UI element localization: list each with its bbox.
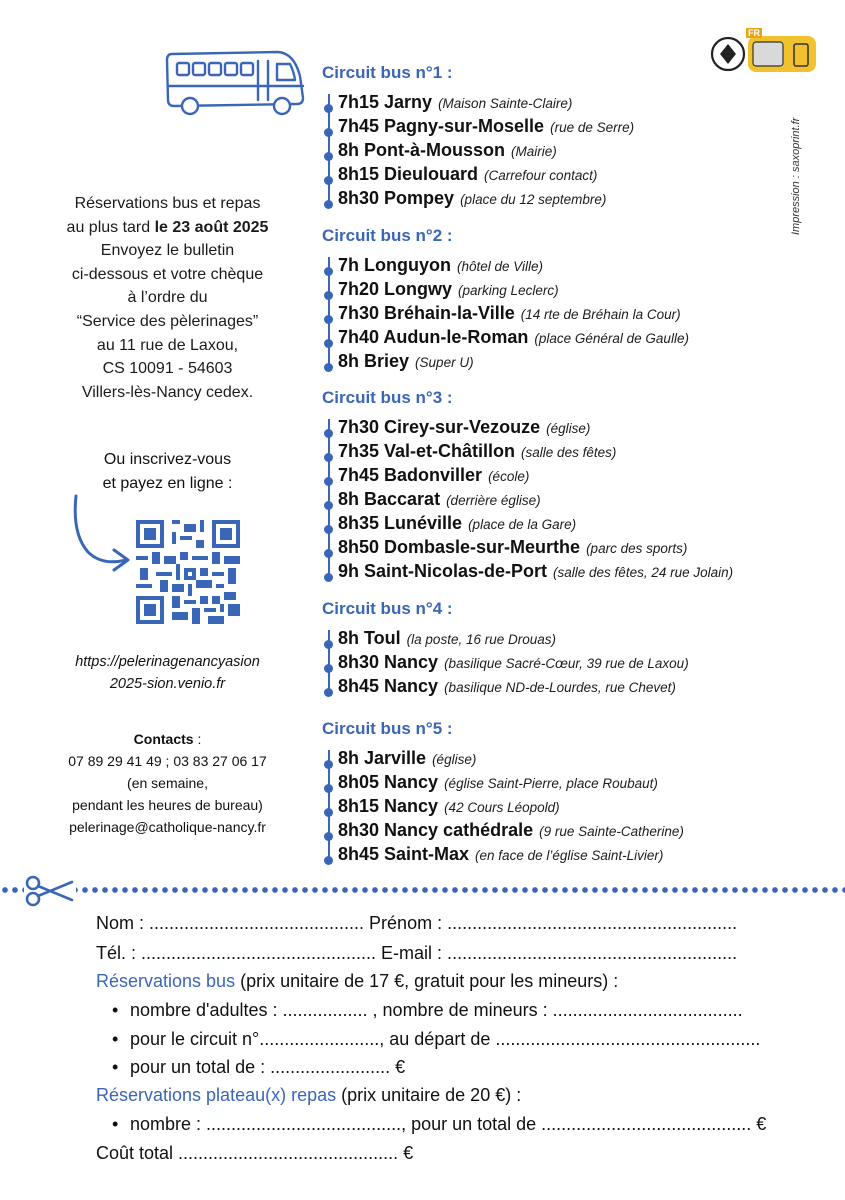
stop-detail: (place du 12 septembre)	[460, 192, 607, 207]
stop-dot	[324, 429, 333, 438]
stop-dot	[324, 267, 333, 276]
stop-detail: (Carrefour contact)	[484, 168, 598, 183]
contacts	[40, 728, 295, 838]
stop-time-place: 7h45 Pagny-sur-Moselle	[338, 116, 545, 136]
stop-item	[338, 489, 541, 510]
stop-detail: (la poste, 16 rue Drouas)	[406, 632, 556, 647]
stop-time-place: 7h35 Val-et-Châtillon	[338, 441, 516, 461]
stop-time-place: 7h Longuyon	[338, 255, 451, 275]
total-cost-field[interactable]: Coût total ............................................ €	[96, 1143, 414, 1163]
stop-dot	[324, 688, 333, 697]
stop-dot	[324, 549, 333, 558]
stop-dot	[324, 525, 333, 534]
stop-time-place: 7h45 Badonviller	[338, 465, 483, 485]
stop-time-place: 8h Briey	[338, 351, 410, 371]
stop-item	[338, 676, 676, 697]
logo-badge: FR	[748, 28, 760, 38]
reservation-line: Réservations bus et repas	[74, 195, 261, 212]
bus-price-note: (prix unitaire de 17 €, gratuit pour les mineurs) :	[235, 971, 619, 991]
stop-item	[338, 772, 658, 793]
stop-detail: (basilique Sacré-Cœur, 39 rue de Laxou)	[444, 656, 689, 671]
stop-time-place: 8h45 Nancy	[338, 676, 439, 696]
stop-time-place: 8h05 Nancy	[338, 772, 439, 792]
stop-dot	[324, 128, 333, 137]
stop-time-place: 7h30 Bréhain-la-Ville	[338, 303, 515, 323]
stop-item	[338, 628, 556, 649]
address-line: au 11 rue de Laxou,	[96, 336, 239, 354]
stop-item	[338, 820, 684, 841]
stop-detail: (école)	[488, 469, 530, 484]
stop-time-place: 7h40 Audun-le-Roman	[338, 327, 529, 347]
stop-item	[338, 465, 529, 486]
stop-dot	[324, 573, 333, 582]
circuit-departure-field[interactable]: pour le circuit n°........................, au départ de .....................................................	[130, 1029, 761, 1049]
stop-time-place: 8h30 Nancy cathédrale	[338, 820, 534, 840]
stop-item	[338, 351, 474, 372]
stop-detail: (place Général de Gaulle)	[534, 331, 689, 346]
stop-time-place: 8h Baccarat	[338, 489, 441, 509]
bus-reservation-title: Réservations bus	[96, 971, 236, 991]
stop-time-place: 7h20 Longwy	[338, 279, 453, 299]
bullet: •	[112, 1057, 119, 1077]
contacts-label: Contacts	[133, 731, 194, 747]
stop-time-place: 8h35 Lunéville	[338, 513, 463, 533]
stop-time-place: 8h Toul	[338, 628, 401, 648]
stop-detail: (rue de Serre)	[550, 120, 635, 135]
meal-reservation-heading	[96, 1085, 521, 1106]
stop-dot	[324, 760, 333, 769]
contact-hours: (en semaine,	[127, 775, 208, 791]
stop-dot	[324, 501, 333, 510]
url-line[interactable]: 2025-sion.venio.fr	[109, 675, 226, 692]
meal-count-field[interactable]: nombre : ......................................., pour un total de .......................................... €	[130, 1114, 767, 1134]
stop-item	[338, 441, 616, 462]
scissors-icon	[24, 874, 76, 908]
meal-price-note: (prix unitaire de 20 €) :	[336, 1085, 522, 1105]
stop-detail: (9 rue Sainte-Catherine)	[539, 824, 684, 839]
stop-detail: (Maison Sainte-Claire)	[438, 96, 573, 111]
online-line: Ou inscrivez-vous	[103, 451, 232, 468]
stop-time-place: 8h Pont-à-Mousson	[338, 140, 505, 160]
stop-detail: (42 Cours Léopold)	[444, 800, 560, 815]
cut-line	[0, 886, 845, 894]
stop-detail: (en face de l’église Saint-Livier)	[475, 848, 664, 863]
stop-detail: (derrière église)	[446, 493, 541, 508]
bus-reservation-heading	[96, 971, 618, 992]
stop-detail: (Mairie)	[511, 144, 557, 159]
qr-code[interactable]	[136, 520, 240, 624]
stop-time-place: 7h15 Jarny	[338, 92, 433, 112]
bus-illustration	[160, 46, 310, 118]
circuit-3-title: Circuit bus n°3 :	[322, 388, 453, 407]
circuit-4-title: Circuit bus n°4 :	[322, 599, 453, 618]
online-line: et payez en ligne :	[102, 474, 233, 492]
stop-time-place: 8h45 Saint-Max	[338, 844, 470, 864]
stop-dot	[324, 200, 333, 209]
bus-total-field[interactable]: pour un total de : ........................ €	[130, 1057, 406, 1077]
stop-time-place: 8h30 Nancy	[338, 652, 439, 672]
stop-dot	[324, 291, 333, 300]
stop-dot	[324, 784, 333, 793]
stop-dot	[324, 477, 333, 486]
stop-detail: (église)	[432, 752, 477, 767]
stop-item	[338, 303, 681, 324]
circuit-5-title: Circuit bus n°5 :	[322, 719, 453, 738]
stop-item	[338, 748, 476, 769]
stop-time-place: 8h30 Pompey	[338, 188, 455, 208]
contact-hours: pendant les heures de bureau)	[72, 797, 263, 813]
stop-item	[338, 116, 634, 137]
contacts-heading	[40, 728, 295, 750]
stop-item	[338, 188, 606, 209]
stop-dot	[324, 176, 333, 185]
stop-item	[338, 92, 572, 113]
contact-phones: 07 89 29 41 49 ; 03 83 27 06 17	[68, 753, 267, 769]
signup-url[interactable]	[40, 652, 295, 695]
stop-item	[338, 561, 733, 582]
contact-email[interactable]: pelerinage@catholique-nancy.fr	[69, 819, 266, 835]
circuit-2-title: Circuit bus n°2 :	[322, 226, 453, 245]
stop-item	[338, 537, 687, 558]
stop-dot	[324, 832, 333, 841]
stop-item	[338, 255, 543, 276]
stop-time-place: 7h30 Cirey-sur-Vezouze	[338, 417, 541, 437]
triman-logo	[708, 30, 820, 74]
print-credit: Impression : saxoprint.fr	[790, 117, 802, 235]
stop-dot	[324, 363, 333, 372]
address-line: CS 10091 - 54603	[102, 360, 233, 378]
deadline-prefix: au plus tard	[66, 218, 155, 236]
contacts-colon: :	[193, 731, 202, 747]
circuit-1-title: Circuit bus n°1 :	[322, 63, 453, 82]
stop-detail: (14 rte de Bréhain la Cour)	[520, 307, 681, 322]
stop-item	[338, 327, 689, 348]
tel-email-field[interactable]: Tél. : ............................................... E-mail : ..........................................................	[96, 943, 738, 963]
bullet: •	[112, 1000, 119, 1020]
stop-item	[338, 417, 590, 438]
stop-detail: (parking Leclerc)	[458, 283, 559, 298]
stop-dot	[324, 664, 333, 673]
stop-item	[338, 513, 576, 534]
meal-reservation-title: Réservations plateau(x) repas	[96, 1085, 337, 1105]
stop-dot	[324, 104, 333, 113]
bullet: •	[112, 1029, 119, 1049]
stop-time-place: 8h15 Dieulouard	[338, 164, 479, 184]
curved-arrow-icon	[66, 494, 136, 576]
address-line: ci-dessous et votre chèque	[71, 265, 264, 283]
address-line: Villers-lès-Nancy cedex.	[81, 383, 254, 401]
stop-dot	[324, 856, 333, 865]
stop-time-place: 8h Jarville	[338, 748, 427, 768]
bullet: •	[112, 1114, 119, 1134]
stop-time-place: 9h Saint-Nicolas-de-Port	[338, 561, 548, 581]
stop-detail: (hôtel de Ville)	[456, 259, 544, 274]
stop-dot	[324, 640, 333, 649]
stop-detail: (salle des fêtes)	[521, 445, 617, 460]
deadline-date: le 23 août 2025	[154, 218, 269, 236]
stop-item	[338, 140, 557, 161]
url-line[interactable]: https://pelerinagenancyasion	[75, 654, 260, 670]
stop-dot	[324, 152, 333, 161]
address-line: à l’ordre du	[127, 289, 208, 307]
address-line: Envoyez le bulletin	[100, 242, 235, 260]
stop-item	[338, 844, 663, 865]
deadline-line	[40, 216, 295, 240]
stop-detail: (place de la Gare)	[468, 517, 577, 532]
stop-detail: (Super U)	[415, 355, 474, 370]
stop-dot	[324, 808, 333, 817]
adults-minors-field[interactable]: nombre d'adultes : ................. , nombre de mineurs : ......................................	[130, 1000, 743, 1020]
stop-time-place: 8h15 Nancy	[338, 796, 439, 816]
stop-dot	[324, 453, 333, 462]
address-line: “Service des pèlerinages”	[76, 312, 259, 330]
stop-detail: (église)	[546, 421, 591, 436]
stop-dot	[324, 339, 333, 348]
stop-dot	[324, 315, 333, 324]
stop-item	[338, 279, 559, 300]
reservation-info	[40, 192, 295, 404]
stop-item	[338, 164, 597, 185]
stop-item	[338, 652, 689, 673]
stop-detail: (parc des sports)	[586, 541, 688, 556]
online-signup	[40, 448, 295, 495]
stop-detail: (église Saint-Pierre, place Roubaut)	[444, 776, 658, 791]
stop-detail: (salle des fêtes, 24 rue Jolain)	[553, 565, 734, 580]
name-field[interactable]: Nom : ........................................... Prénom : ..........................................................	[96, 913, 738, 933]
stop-item	[338, 796, 560, 817]
stop-time-place: 8h50 Dombasle-sur-Meurthe	[338, 537, 581, 557]
stop-detail: (basilique ND-de-Lourdes, rue Chevet)	[444, 680, 676, 695]
